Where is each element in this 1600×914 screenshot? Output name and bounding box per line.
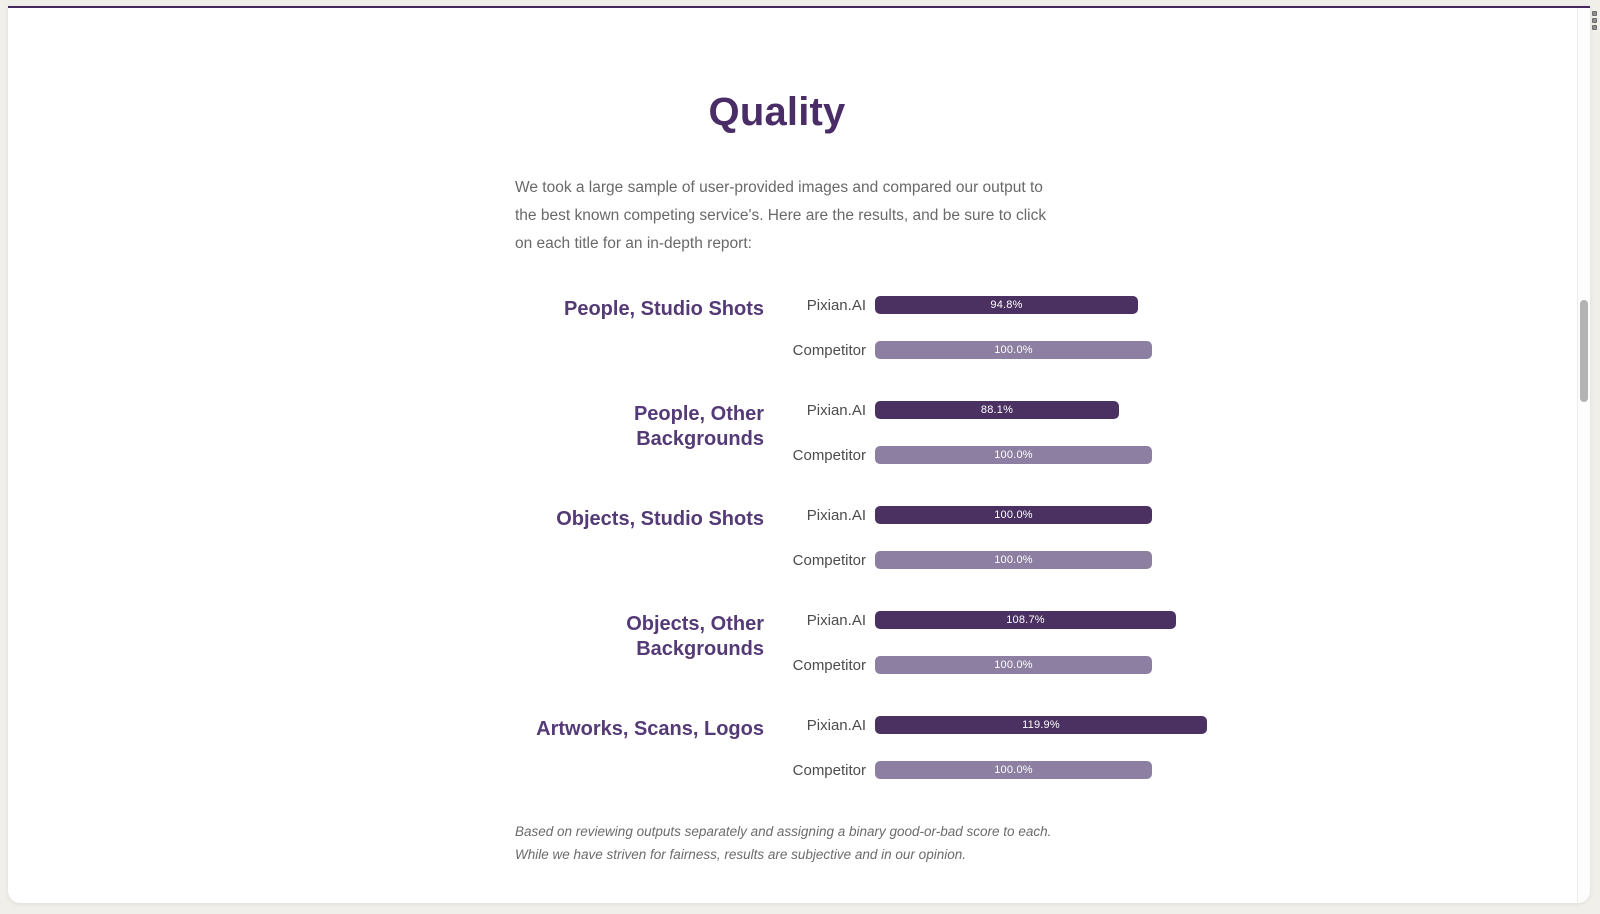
series-label: Competitor [792,446,866,464]
bar-value-label: 100.0% [994,659,1033,671]
group-title-link[interactable]: Objects, Studio Shots [556,508,764,530]
chart-group [507,296,1247,359]
pixian-bar [875,716,1207,734]
chart-group [507,401,1247,464]
bar-row [764,761,1247,779]
bar-value-label: 100.0% [994,449,1033,461]
bar-value-label: 88.1% [980,404,1014,416]
page-title: Quality [708,90,846,134]
bar-row [764,551,1247,569]
scrollbar-thumb[interactable] [1580,300,1588,402]
chart-group [507,611,1247,674]
competitor-bar [875,551,1152,569]
bar-row [764,611,1247,629]
scrollbar-track[interactable] [1577,8,1590,903]
bar-value-label: 108.7% [1006,614,1045,626]
bar-rows [764,716,1247,779]
competitor-bar [875,656,1152,674]
bar-rows [764,296,1247,359]
series-label: Pixian.AI [806,716,866,734]
intro-text: We took a large sample of user-provided images and compared our output to the best known competing service's. Here are the results, and be sure to click on each title for an in-depth report: [515,179,1047,252]
series-label: Pixian.AI [806,611,866,629]
pixian-bar [875,506,1152,524]
footnote-text: Based on reviewing outputs separately and assigning a binary good-or-bad score to each. While we have striven for fairness, results are subjective and in our opinion. [515,824,1052,862]
bar-rows [764,611,1247,674]
bar-value-label: 100.0% [994,344,1033,356]
bar-value-label: 100.0% [994,554,1033,566]
pixian-bar [875,611,1176,629]
pixian-bar [875,296,1138,314]
bar-row [764,506,1247,524]
series-label: Competitor [792,341,866,359]
bar-row [764,656,1247,674]
chart-group [507,716,1247,779]
series-label: Pixian.AI [806,506,866,524]
group-title-link[interactable]: Objects, Other Backgrounds [626,613,764,660]
group-title-link[interactable]: Artworks, Scans, Logos [536,718,764,740]
bar-row [764,401,1247,419]
series-label: Pixian.AI [806,401,866,419]
bar-rows [764,401,1247,464]
series-label: Competitor [792,656,866,674]
content-card [8,6,1590,903]
vertical-ellipsis-icon [1592,11,1598,30]
competitor-bar [875,446,1152,464]
bar-value-label: 94.8% [990,299,1023,311]
pixian-bar [875,401,1119,419]
bar-value-label: 100.0% [994,509,1033,521]
bar-rows [764,506,1247,569]
bar-value-label: 100.0% [994,764,1033,776]
competitor-bar [875,761,1152,779]
quality-chart [507,296,1247,821]
group-title-link[interactable]: People, Studio Shots [563,298,764,320]
bar-row [764,341,1247,359]
bar-value-label: 119.9% [1022,719,1060,731]
competitor-bar [875,341,1152,359]
series-label: Competitor [792,761,866,779]
group-title-link[interactable]: People, Other Backgrounds [633,403,764,450]
series-label: Pixian.AI [806,296,866,314]
series-label: Competitor [792,551,866,569]
chart-group [507,506,1247,569]
bar-row [764,446,1247,464]
bar-row [764,716,1247,734]
bar-row [764,296,1247,314]
